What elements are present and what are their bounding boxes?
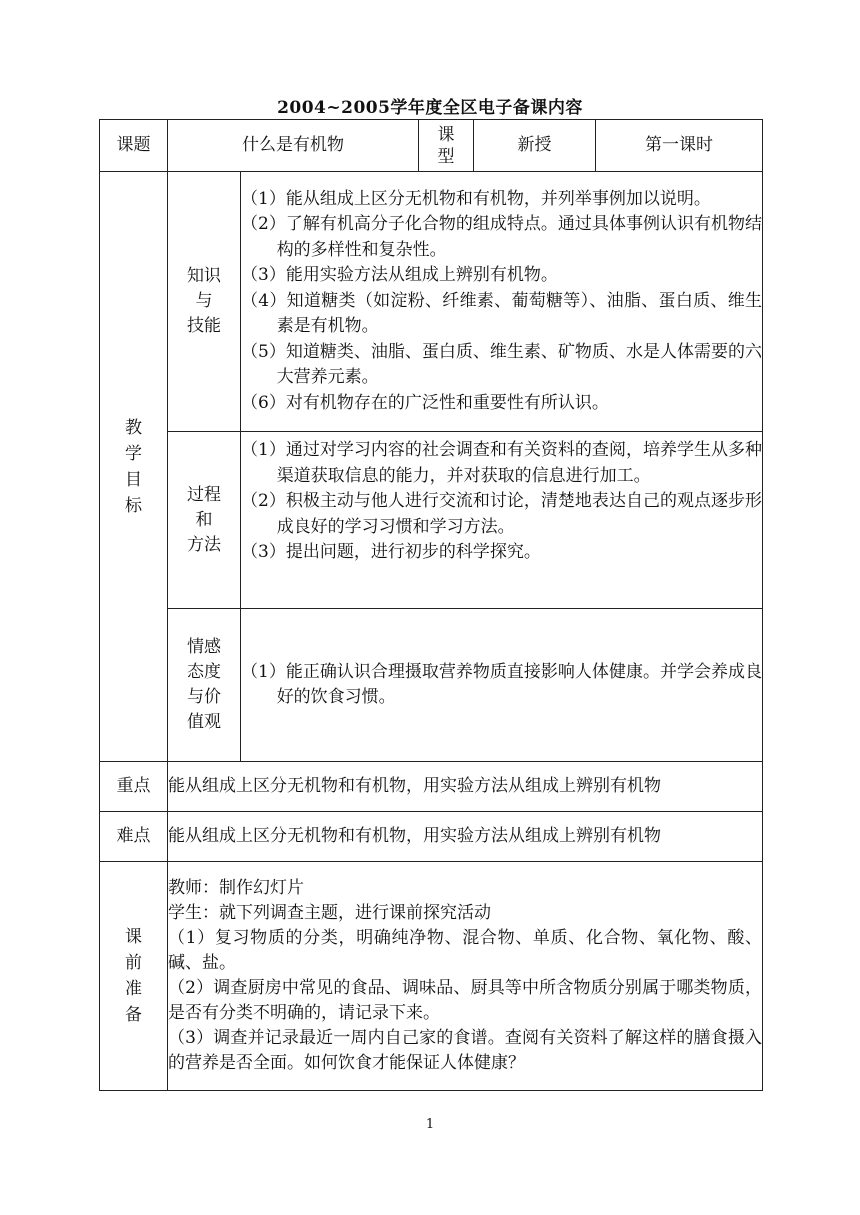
knowledge-item: （6）对有机物存在的广泛性和重要性有所认识。 bbox=[241, 392, 609, 413]
key-point-label: 重点 bbox=[100, 762, 168, 812]
difficulty-row bbox=[100, 812, 763, 862]
preparation-label bbox=[100, 862, 168, 1091]
preparation-row bbox=[100, 862, 763, 1091]
knowledge-item: （4）知道糖类（如淀粉、纤维素、葡萄糖等）、油脂、蛋白质、维生素是有机物。 bbox=[241, 290, 762, 337]
objectives-label-char: 目 bbox=[125, 469, 142, 490]
objectives-process-row bbox=[100, 432, 763, 609]
process-item: （2）积极主动与他人进行交流和讨论，清楚地表达自己的观点逐步形成良好的学习习惯和学习方法。 bbox=[241, 491, 762, 537]
process-label-line: 和 bbox=[195, 509, 213, 530]
knowledge-item: （2）了解有机高分子化合物的组成特点。通过具体事例认识有机物结构的多样性和复杂性。 bbox=[241, 214, 762, 260]
document-title: 2004~2005学年度全区电子备课内容 bbox=[277, 98, 583, 118]
page-number: 1 bbox=[425, 1117, 435, 1132]
header-row bbox=[100, 120, 763, 172]
objectives-label-char: 标 bbox=[125, 495, 142, 516]
preparation-line: （1）复习物质的分类，明确纯净物、混合物、单质、化合物、氧化物、酸、碱、盐。 bbox=[168, 928, 762, 973]
preparation-line: （2）调查厨房中常见的食品、调味品、厨具等中所含物质分别属于哪类物质，是否有分类不明确的，请记录下来。 bbox=[168, 978, 762, 1023]
knowledge-label bbox=[168, 172, 241, 432]
knowledge-item: （5）知道糖类、油脂、蛋白质、维生素、矿物质、水是人体需要的六大营养元素。 bbox=[241, 341, 762, 388]
preparation-label-char: 备 bbox=[125, 1005, 142, 1025]
key-point-text: 能从组成上区分无机物和有机物，用实验方法从组成上辨别有机物 bbox=[168, 762, 763, 812]
period-value: 第一课时 bbox=[596, 120, 763, 172]
knowledge-label-line: 知识 bbox=[187, 266, 221, 286]
knowledge-item: （3）能用实验方法从组成上辨别有机物。 bbox=[241, 265, 558, 286]
attitude-item: （1）能正确认识合理摄取营养物质直接影响人体健康。并学会养成良好的饮食习惯。 bbox=[241, 661, 762, 707]
preparation-label-char: 课 bbox=[125, 927, 142, 947]
objectives-label bbox=[100, 172, 168, 762]
preparation-line: 学生：就下列调查主题，进行课前探究活动 bbox=[168, 903, 491, 923]
process-label-line: 过程 bbox=[187, 484, 221, 505]
objectives-label-char: 学 bbox=[125, 443, 142, 464]
type-label bbox=[419, 120, 474, 172]
attitude-items bbox=[241, 609, 763, 762]
objectives-attitude-row bbox=[100, 609, 763, 762]
preparation-line: （3）调查并记录最近一周内自己家的食谱。查阅有关资料了解这样的膳食摄入的营养是否全面。如何饮食才能保证人体健康？ bbox=[168, 1028, 762, 1073]
process-items bbox=[241, 432, 763, 609]
knowledge-label-line: 技能 bbox=[187, 316, 221, 336]
attitude-label-line: 态度 bbox=[187, 662, 221, 682]
topic-label: 课题 bbox=[100, 120, 168, 172]
process-item: （3）提出问题，进行初步的科学探究。 bbox=[241, 542, 541, 562]
type-value: 新授 bbox=[474, 120, 596, 172]
lesson-plan-table bbox=[99, 119, 763, 1091]
process-item: （1）通过对学习内容的社会调查和有关资料的查阅，培养学生从多种渠道获取信息的能力，并对获取的信息进行加工。 bbox=[241, 440, 762, 486]
knowledge-item: （1）能从组成上区分无机物和有机物，并列举事例加以说明。 bbox=[241, 188, 711, 209]
objectives-label-char: 教 bbox=[125, 417, 142, 438]
preparation-line: 教师：制作幻灯片 bbox=[168, 878, 304, 898]
preparation-label-char: 前 bbox=[125, 953, 142, 973]
difficulty-label: 难点 bbox=[100, 812, 168, 862]
attitude-label-line: 与价 bbox=[187, 687, 221, 707]
difficulty-text: 能从组成上区分无机物和有机物，用实验方法从组成上辨别有机物 bbox=[168, 812, 763, 862]
process-label bbox=[168, 432, 241, 609]
key-point-row bbox=[100, 762, 763, 812]
knowledge-items bbox=[241, 172, 763, 432]
attitude-label bbox=[168, 609, 241, 762]
topic-value: 什么是有机物 bbox=[168, 120, 419, 172]
objectives-knowledge-row bbox=[100, 172, 763, 432]
attitude-label-line: 情感 bbox=[187, 637, 221, 657]
type-label-line-2: 型 bbox=[437, 146, 455, 167]
type-label-line-1: 课 bbox=[437, 124, 455, 145]
attitude-label-line: 值观 bbox=[187, 712, 221, 732]
process-label-line: 方法 bbox=[187, 534, 221, 555]
knowledge-label-line: 与 bbox=[195, 291, 213, 311]
preparation-content bbox=[168, 862, 763, 1091]
preparation-label-char: 准 bbox=[125, 979, 142, 999]
